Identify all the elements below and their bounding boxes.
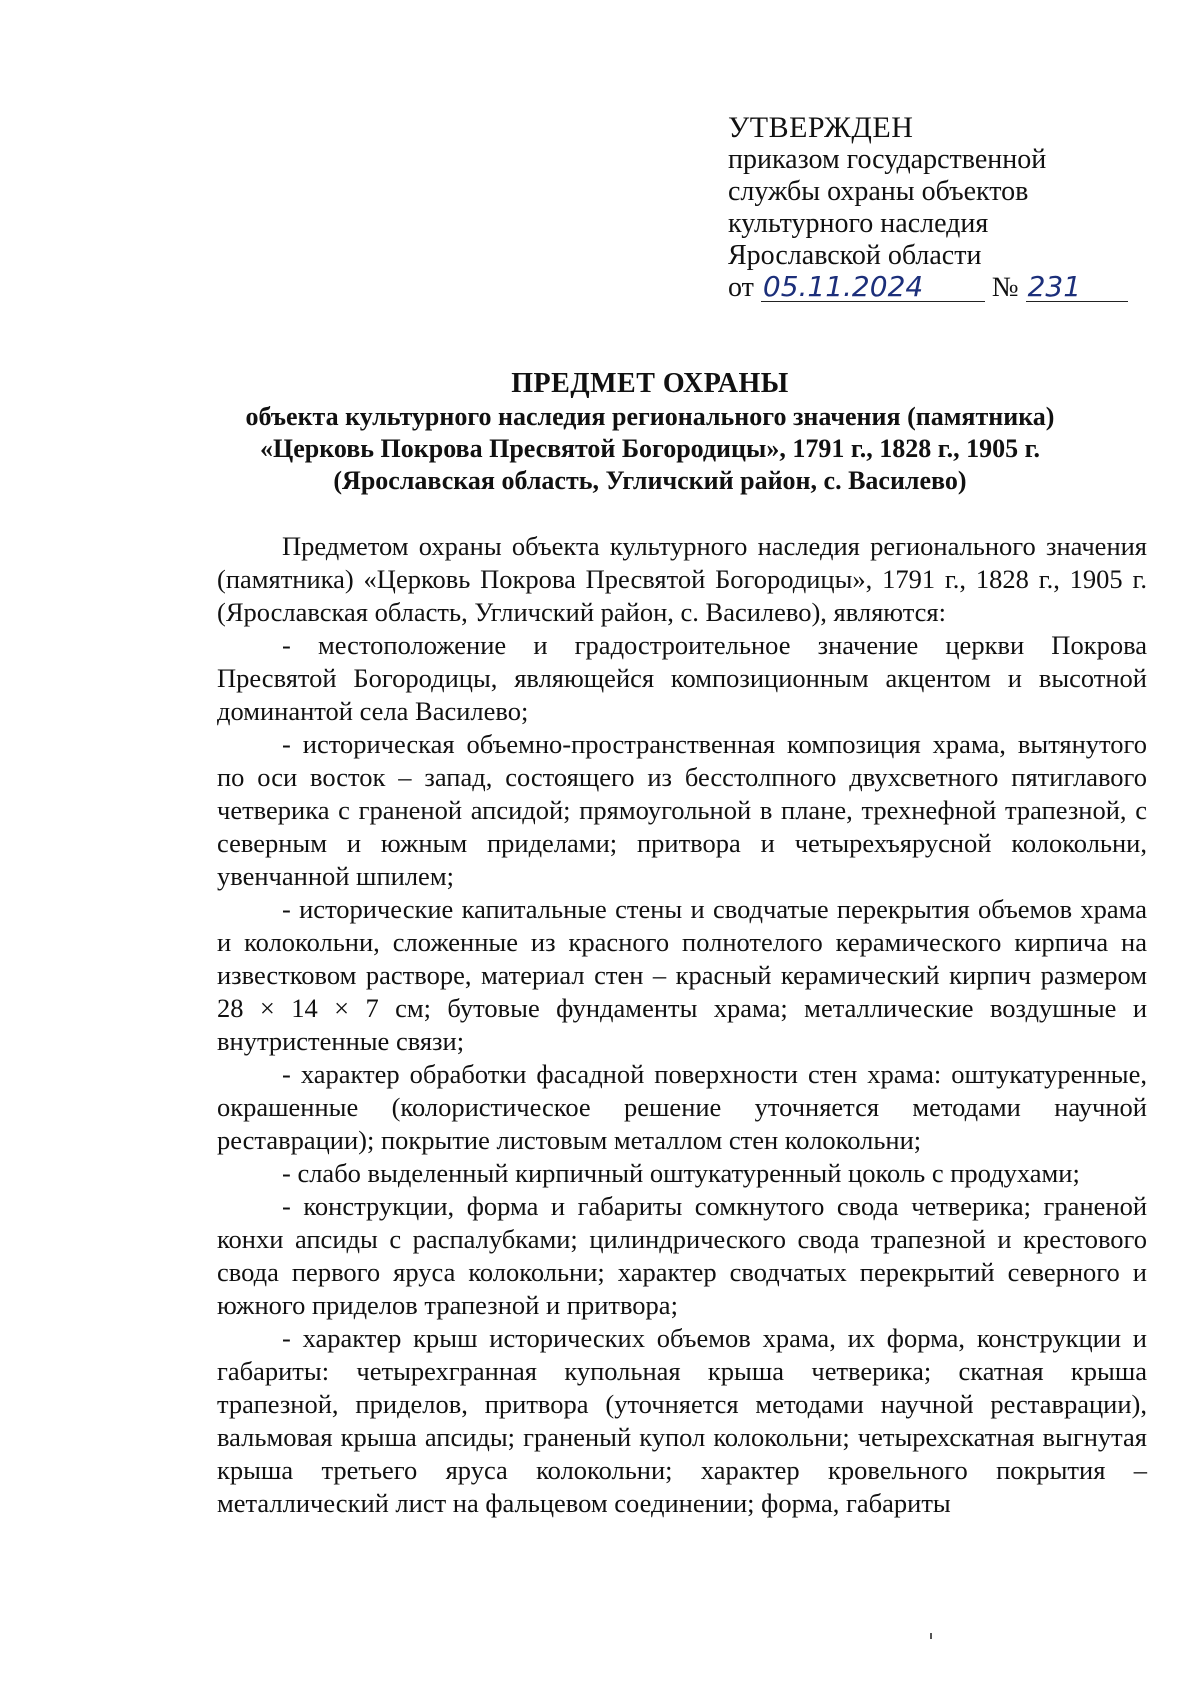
document-subtitle-line: (Ярославская область, Угличский район, с. Василево) (333, 466, 967, 495)
number-prefix: № (991, 272, 1019, 303)
list-item: - местоположение и градостроительное значение церкви Покрова Пресвятой Богородицы, являющейся композиционным акцентом и высотной доминантой села Василево; (217, 630, 1147, 726)
list-item: - конструкции, форма и габариты сомкнутого свода четверика; граненой конхи апсиды с распалубками; цилиндрического свода трапезной и крестового свода первого яруса колокольни; характер сводчатых перекрытий северного и южного приделов трапезной и притвора; (217, 1191, 1147, 1320)
document-title-block (150, 367, 1150, 497)
approval-line: культурного наследия (728, 208, 989, 239)
approval-line: службы охраны объектов (728, 176, 1029, 207)
list-item: - характер обработки фасадной поверхности стен храма: оштукатуренные, окрашенные (колористическое решение уточняется методами научной реставрации); покрытие листовым металлом стен колокольни; (217, 1059, 1147, 1155)
intro-paragraph: Предметом охраны объекта культурного наследия регионального значения (памятника) «Церковь Покрова Пресвятой Богородицы», 1791 г., 1828 г., 1905 г. (Ярославская область, Угличский район, с. Василево), являются: (217, 531, 1147, 627)
list-item: - исторические капитальные стены и сводчатые перекрытия объемов храма и колокольни, сложенные из красного полнотелого керамического кирпича на известковом растворе, материал стен – красный керамический кирпич размером 28 × 14 × 7 см; бутовые фундаменты храма; металлические воздушные и внутристенные связи; (217, 894, 1147, 1056)
list-item: - слабо выделенный кирпичный оштукатуренный цоколь с продухами; (282, 1158, 1080, 1188)
list-item: - характер крыш исторических объемов храма, их форма, конструкции и габариты: четырехгранная купольная крыша четверика; скатная крыша трапезной, приделов, притвора (уточняется методами научной реставрации), вальмовая крыша апсиды; граненый купол колокольни; четырехскатная выгнутая крыша третьего яруса колокольни; характер кровельного покрытия – металлический лист на фальцевом соединении; форма, габариты (217, 1323, 1147, 1518)
handwritten-date: 05.11.2024 (761, 273, 985, 302)
document-body (217, 530, 1147, 1520)
document-subtitle-line: «Церковь Покрова Пресвятой Богородицы», 1791 г., 1828 г., 1905 г. (260, 434, 1040, 463)
document-subtitle-line: объекта культурного наследия регионального значения (памятника) (245, 402, 1055, 431)
scan-artifact (930, 1633, 932, 1639)
approval-block (728, 112, 1128, 304)
approval-line: приказом государственной (728, 144, 1047, 175)
document-title: ПРЕДМЕТ ОХРАНЫ (511, 368, 789, 399)
approval-stamp: УТВЕРЖДЕН (728, 111, 914, 144)
date-prefix: от (728, 272, 754, 303)
approval-date-number-line (728, 272, 1128, 304)
list-item: - историческая объемно-пространственная композиция храма, вытянутого по оси восток – запад, состоящего из бесстолпного двухсветного пятиглавого четверика с граненой апсидой; прямоугольной в плане, трехнефной трапезной, с северным и южным приделами; притвора и четырехъярусной колокольни, увенчанной шпилем; (217, 729, 1147, 891)
handwritten-number: 231 (1026, 273, 1128, 302)
approval-line: Ярославской области (728, 240, 982, 271)
